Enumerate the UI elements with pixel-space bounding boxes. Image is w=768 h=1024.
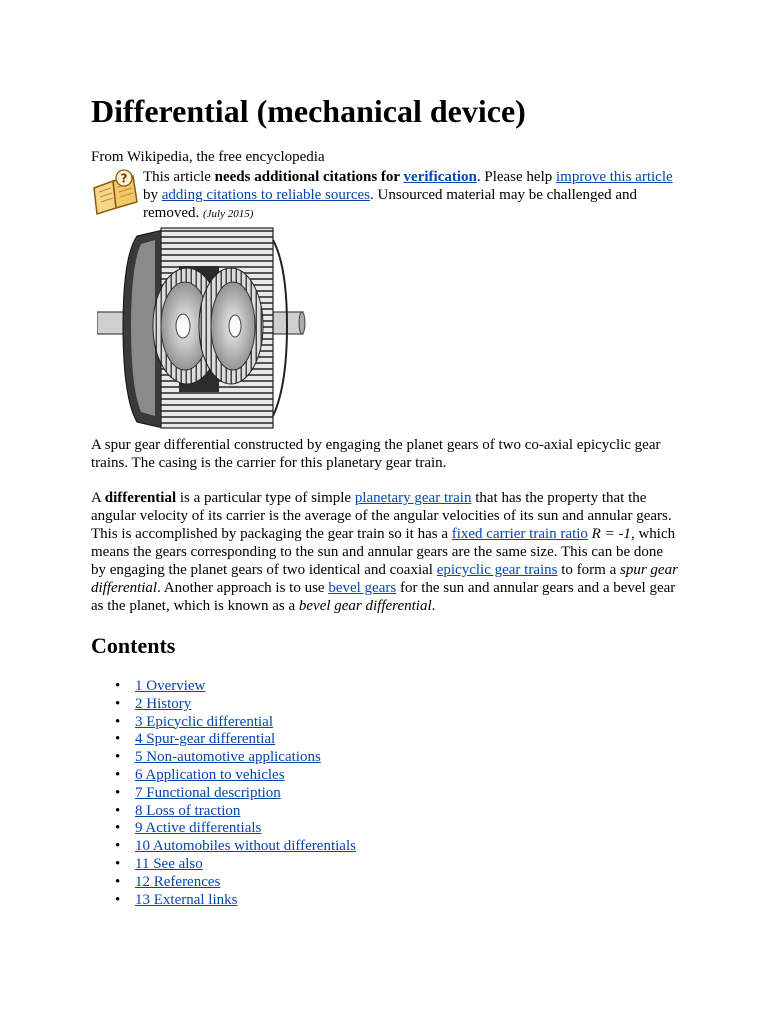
bullet-icon: • [115, 784, 121, 801]
toc-item [91, 820, 356, 838]
toc-link-automobiles-without-differentials[interactable]: 10 Automobiles without differentials [135, 838, 356, 855]
bullet-icon: • [115, 678, 121, 694]
page-title: Differential (mechanical device) [91, 93, 526, 129]
notice-text-part: . Unsourced material may be challenged and removed. [143, 187, 638, 221]
toc-item [91, 856, 356, 874]
toc-item [91, 731, 356, 749]
toc-link-see-also[interactable]: 11 See also [135, 855, 203, 872]
toc-link-active-differentials[interactable]: 9 Active differentials [135, 820, 262, 837]
intro-bold-term: differential [104, 490, 177, 506]
notice-text-part: by [143, 187, 162, 203]
bullet-icon: • [115, 891, 121, 908]
notice-text-part: . Please help [476, 169, 557, 185]
adding-citations-link[interactable]: adding citations to reliable sources [161, 187, 371, 203]
bullet-icon: • [115, 802, 121, 819]
toc-link-loss-of-traction[interactable]: 8 Loss of traction [135, 802, 241, 819]
toc-item [91, 803, 356, 821]
spur-gear-differential-image [97, 226, 307, 434]
toc-item [91, 785, 356, 803]
toc-link-spur-gear-differential[interactable]: 4 Spur-gear differential [135, 731, 276, 748]
fixed-carrier-train-ratio-link[interactable]: fixed carrier train ratio [451, 526, 588, 542]
intro-text: . Another approach is to use [157, 580, 329, 596]
bullet-icon: • [115, 749, 121, 766]
bullet-icon: • [115, 855, 121, 872]
intro-text: is a particular type of simple [176, 490, 355, 506]
toc-item [91, 696, 356, 714]
toc-link-references[interactable]: 12 References [135, 873, 221, 890]
bullet-icon: • [115, 713, 121, 730]
toc-item [91, 838, 356, 856]
notice-date: (July 2015) [202, 208, 254, 220]
site-subtitle: From Wikipedia, the free encyclopedia [91, 149, 325, 165]
toc-link-functional-description[interactable]: 7 Functional description [135, 784, 281, 801]
toc-link-epicyclic-differential[interactable]: 3 Epicyclic differential [135, 713, 273, 730]
epicyclic-gear-trains-link[interactable]: epicyclic gear trains [436, 562, 558, 578]
toc-link-overview[interactable]: 1 Overview [135, 678, 206, 694]
toc-item [91, 749, 356, 767]
intro-text: . [431, 598, 436, 614]
intro-text: to form a [557, 562, 620, 578]
intro-italic-term: bevel gear differential [298, 598, 432, 614]
planetary-gear-train-link[interactable]: planetary gear train [354, 490, 472, 506]
toc-link-external-links[interactable]: 13 External links [135, 891, 238, 908]
intro-text: that has the property that the angular velocity of its carrier is the average of the angular velocities of its sun and annular gears. This is accomplished by packaging the gear train so it has a [91, 490, 672, 542]
verification-link[interactable]: verification [403, 169, 477, 185]
toc-item [91, 892, 356, 910]
intro-paragraph [91, 489, 681, 615]
intro-text: for the sun and annular gears and a bevel gear as the planet, which is known as a [91, 580, 676, 614]
citation-notice [91, 168, 691, 224]
intro-text: A [91, 490, 105, 506]
toc-item [91, 678, 356, 696]
svg-text:?: ? [120, 171, 128, 186]
ratio-formula: R = -1 [591, 526, 631, 542]
notice-text [143, 168, 683, 223]
toc-item [91, 874, 356, 892]
notice-text-part: This article [143, 169, 215, 185]
bullet-icon: • [115, 838, 121, 855]
bullet-icon: • [115, 766, 121, 783]
bullet-icon: • [115, 820, 121, 837]
book-question-icon [91, 168, 139, 216]
intro-text: , which means the gears corresponding to the sun and annular gears are the same size. This can be done by engaging the planet gears of two identical and coaxial [91, 526, 676, 578]
toc-link-non-automotive-applications[interactable]: 5 Non-automotive applications [135, 749, 321, 766]
contents-heading: Contents [91, 633, 176, 658]
table-of-contents [91, 678, 356, 909]
bullet-icon: • [115, 873, 121, 890]
bullet-icon: • [115, 731, 121, 748]
bevel-gears-link[interactable]: bevel gears [328, 580, 397, 596]
notice-bold: needs additional citations for [214, 169, 404, 185]
bullet-icon: • [115, 695, 121, 712]
figure-caption: A spur gear differential constructed by engaging the planet gears of two co-axial epicyclic gear trains. The casing is the carrier for this planetary gear train. [91, 437, 661, 471]
toc-link-history[interactable]: 2 History [135, 695, 192, 712]
toc-link-application-to-vehicles[interactable]: 6 Application to vehicles [135, 766, 285, 783]
intro-italic-term: spur gear differential [91, 562, 678, 596]
improve-article-link[interactable]: improve this article [556, 169, 673, 185]
toc-item [91, 767, 356, 785]
toc-item [91, 714, 356, 732]
